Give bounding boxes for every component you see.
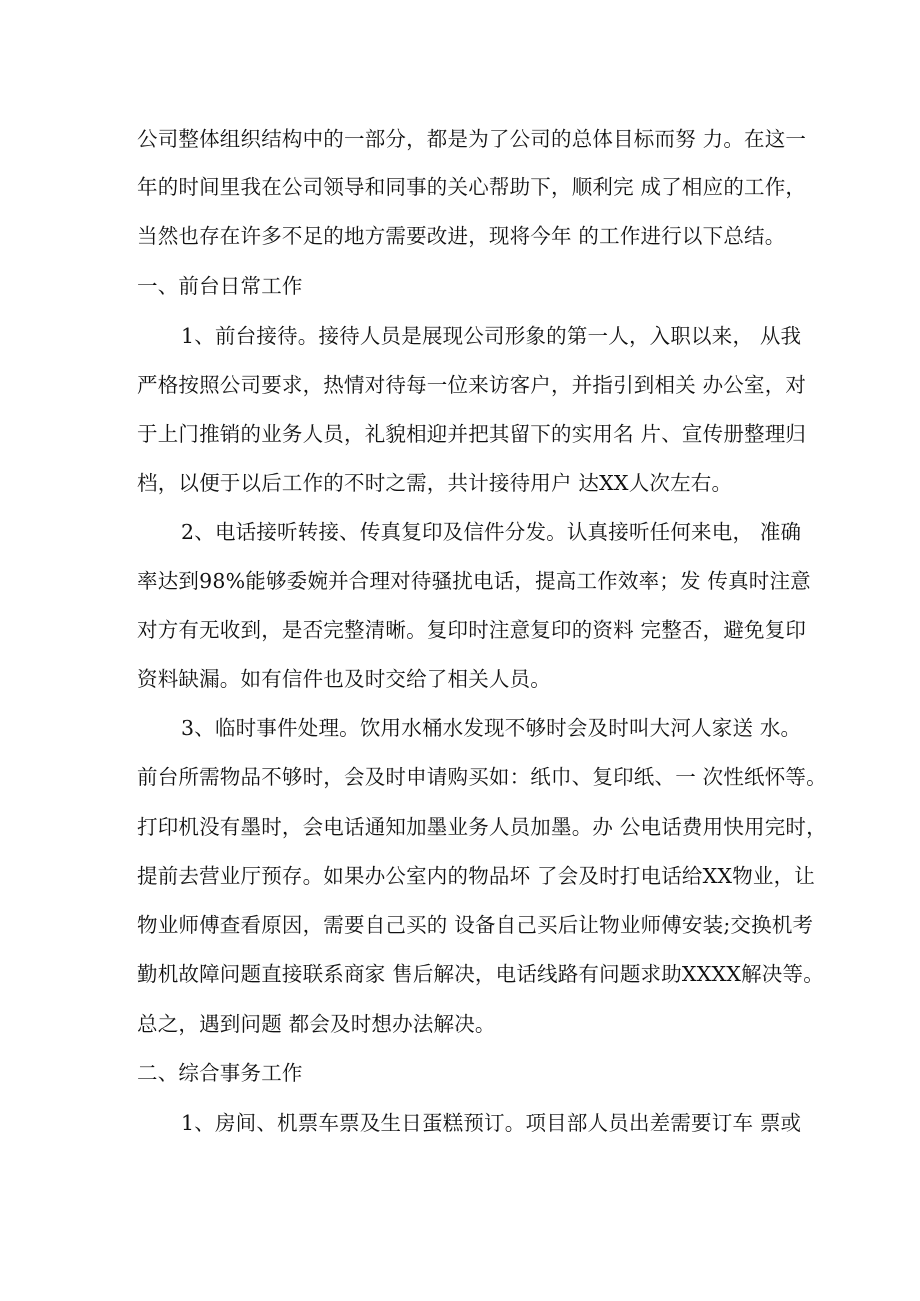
section-heading: 二、综合事务工作: [137, 1061, 303, 1085]
paragraph-line: 档，以便于以后工作的不时之需，共计接待用户 达XX人次左右。: [137, 471, 733, 495]
paragraph-line: 2、电话接听转接、传真复印及信件分发。认真接听任何来电， 准确: [181, 520, 802, 544]
paragraph-line: 对方有无收到，是否完整清晰。复印时注意复印的资料 完整否，避免复印: [137, 618, 807, 642]
paragraph-line: 严格按照公司要求，热情对待每一位来访客户，并指引到相关 办公室，对: [137, 373, 807, 397]
paragraph-line: 1、前台接待。接待人员是展现公司形象的第一人，入职以来， 从我: [181, 324, 802, 348]
paragraph-line: 前台所需物品不够时，会及时申请购买如：纸巾、复印纸、一 次性纸怀等。: [137, 765, 827, 789]
section-heading: 一、前台日常工作: [137, 274, 303, 298]
paragraph-line: 勤机故障问题直接联系商家 售后解决，电话线路有问题求助XXXX解决等。: [137, 962, 824, 986]
paragraph-line: 物业师傅查看原因，需要自己买的 设备自己买后让物业师傅安装;交换机考: [137, 913, 814, 937]
paragraph-line: 总之，遇到问题 都会及时想办法解决。: [137, 1012, 496, 1036]
paragraph-line: 资料缺漏。如有信件也及时交给了相关人员。: [137, 667, 551, 691]
paragraph-line: 率达到98%能够委婉并合理对待骚扰电话，提高工作效率；发 传真时注意: [137, 569, 811, 593]
paragraph-line: 提前去营业厅预存。如果办公室内的物品坏 了会及时打电话给XX物业，让: [137, 864, 816, 888]
paragraph-line: 3、临时事件处理。饮用水桶水发现不够时会及时叫大河人家送 水。: [181, 716, 802, 740]
paragraph-line: 年的时间里我在公司领导和同事的关心帮助下，顺利完 成了相应的工作，: [137, 175, 807, 199]
paragraph-line: 打印机没有墨时，会电话通知加墨业务人员加墨。办 公电话费用快用完时，: [137, 815, 827, 839]
paragraph-line: 1、房间、机票车票及生日蛋糕预订。项目部人员出差需要订车 票或: [181, 1111, 802, 1135]
paragraph-line: 于上门推销的业务人员，礼貌相迎并把其留下的实用名 片、宣传册整理归: [137, 422, 807, 446]
paragraph-line: 当然也存在许多不足的地方需要改进，现将今年 的工作进行以下总结。: [137, 224, 786, 248]
paragraph-line: 公司整体组织结构中的一部分，都是为了公司的总体目标而努 力。在这一: [137, 127, 807, 151]
